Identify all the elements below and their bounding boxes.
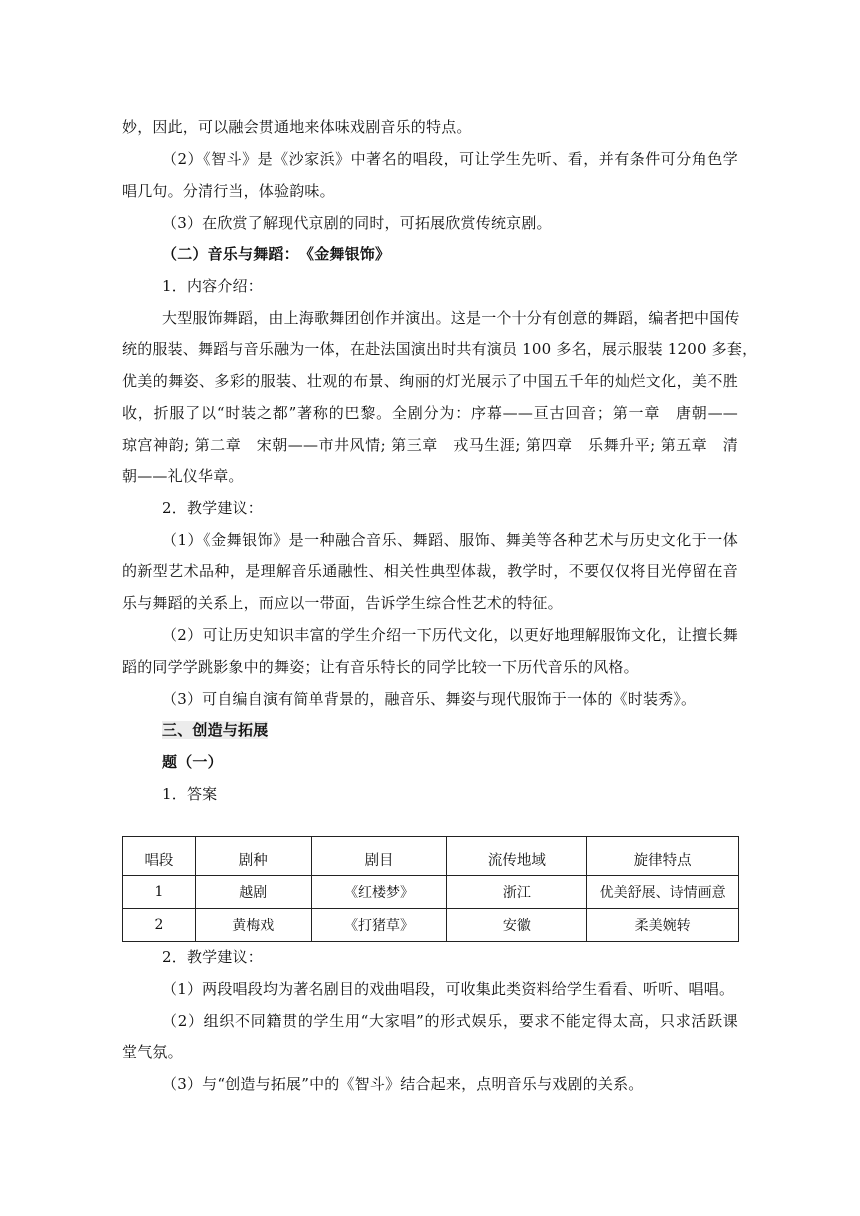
subheading: 2．教学建议： <box>162 948 263 966</box>
table-cell: 柔美婉转 <box>587 909 739 942</box>
table-cell: 1 <box>123 876 196 909</box>
answer-table <box>122 836 739 942</box>
table-row <box>123 876 739 909</box>
paragraph-line: （1）《金舞银饰》是一种融合音乐、舞蹈、服饰、舞美等各种艺术与历史文化于一体 <box>162 531 738 549</box>
table-cell: 2 <box>123 909 196 942</box>
paragraph-line: 堂气氛。 <box>122 1043 183 1061</box>
paragraph-line: 统的服装、舞蹈与音乐融为一体，在赴法国演出时共有演员 100 多名，展示服装 1200 多套， <box>122 340 758 358</box>
table-cell: 《打猪草》 <box>311 909 447 942</box>
paragraph-line: 收，折服了以“时装之都”著称的巴黎。全剧分为：序幕——亘古回音；第一章 唐朝—— <box>122 404 738 422</box>
paragraph-line: （3）可自编自演有简单背景的，融音乐、舞姿与现代服饰于一体的《时装秀》。 <box>162 690 697 708</box>
paragraph-line: 优美的舞姿、多彩的服装、壮观的布景、绚丽的灯光展示了中国五千年的灿烂文化，美不胜 <box>122 372 738 390</box>
paragraph-line: 大型服饰舞蹈，由上海歌舞团创作并演出。这是一个十分有创意的舞蹈，编者把中国传 <box>162 309 740 327</box>
table-cell: 黄梅戏 <box>195 909 311 942</box>
paragraph-line: 朝——礼仪华章。 <box>122 467 244 485</box>
paragraph-line: （2）《智斗》是《沙家浜》中著名的唱段，可让学生先听、看，并有条件可分角色学 <box>162 150 738 168</box>
table-row <box>123 909 739 942</box>
section-heading: （二）音乐与舞蹈： 《金舞银饰》 <box>162 245 391 263</box>
header-cell: 剧目 <box>311 837 447 876</box>
paragraph-line: 琼宫神韵; 第二章 宋朝——市井风情; 第三章 戎马生涯; 第四章 乐舞升平; 第五章 清 <box>122 436 738 454</box>
paragraph-line: （3）与“创造与拓展”中的《智斗》结合起来，点明音乐与戏剧的关系。 <box>162 1075 644 1093</box>
header-cell: 唱段 <box>123 837 196 876</box>
header-cell: 流传地域 <box>447 837 587 876</box>
table-cell: 浙江 <box>447 876 587 909</box>
header-cell: 剧种 <box>195 837 311 876</box>
table-cell: 越剧 <box>195 876 311 909</box>
paragraph-line: （2）可让历史知识丰富的学生介绍一下历代文化，以更好地理解服饰文化，让擅长舞 <box>162 626 738 644</box>
table-cell: 安徽 <box>447 909 587 942</box>
paragraph-line: （2）组织不同籍贯的学生用“大家唱”的形式娱乐，要求不能定得太高，只求活跃课 <box>162 1012 738 1030</box>
paragraph-line: 乐与舞蹈的关系上，而应以一带面，告诉学生综合性艺术的特征。 <box>122 594 563 612</box>
section-heading: 三、创造与拓展 <box>162 721 269 739</box>
header-cell: 旋律特点 <box>587 837 739 876</box>
table-cell: 优美舒展、诗情画意 <box>587 876 739 909</box>
paragraph-line: 蹈的同学学跳影象中的舞姿；让有音乐特长的同学比较一下历代音乐的风格。 <box>122 658 639 676</box>
subheading: 1．答案 <box>162 785 218 803</box>
subheading: 2．教学建议： <box>162 499 263 517</box>
subheading: 1．内容介绍： <box>162 277 263 295</box>
paragraph-line: （1）两段唱段均为著名剧目的戏曲唱段，可收集此类资料给学生看看、听听、唱唱。 <box>162 980 735 998</box>
paragraph-line: （3）在欣赏了解现代京剧的同时，可拓展欣赏传统京剧。 <box>162 214 552 232</box>
table-header-row <box>123 837 739 876</box>
paragraph-line: 的新型艺术品种，是理解音乐通融性、相关性典型体裁，教学时，不要仅仅将目光停留在音 <box>122 562 738 580</box>
subheading: 题（一） <box>162 753 223 771</box>
table-cell: 《红楼梦》 <box>311 876 447 909</box>
paragraph-line: 唱几句。分清行当，体验韵味。 <box>122 182 335 200</box>
paragraph-line: 妙，因此，可以融会贯通地来体味戏剧音乐的特点。 <box>122 118 472 136</box>
